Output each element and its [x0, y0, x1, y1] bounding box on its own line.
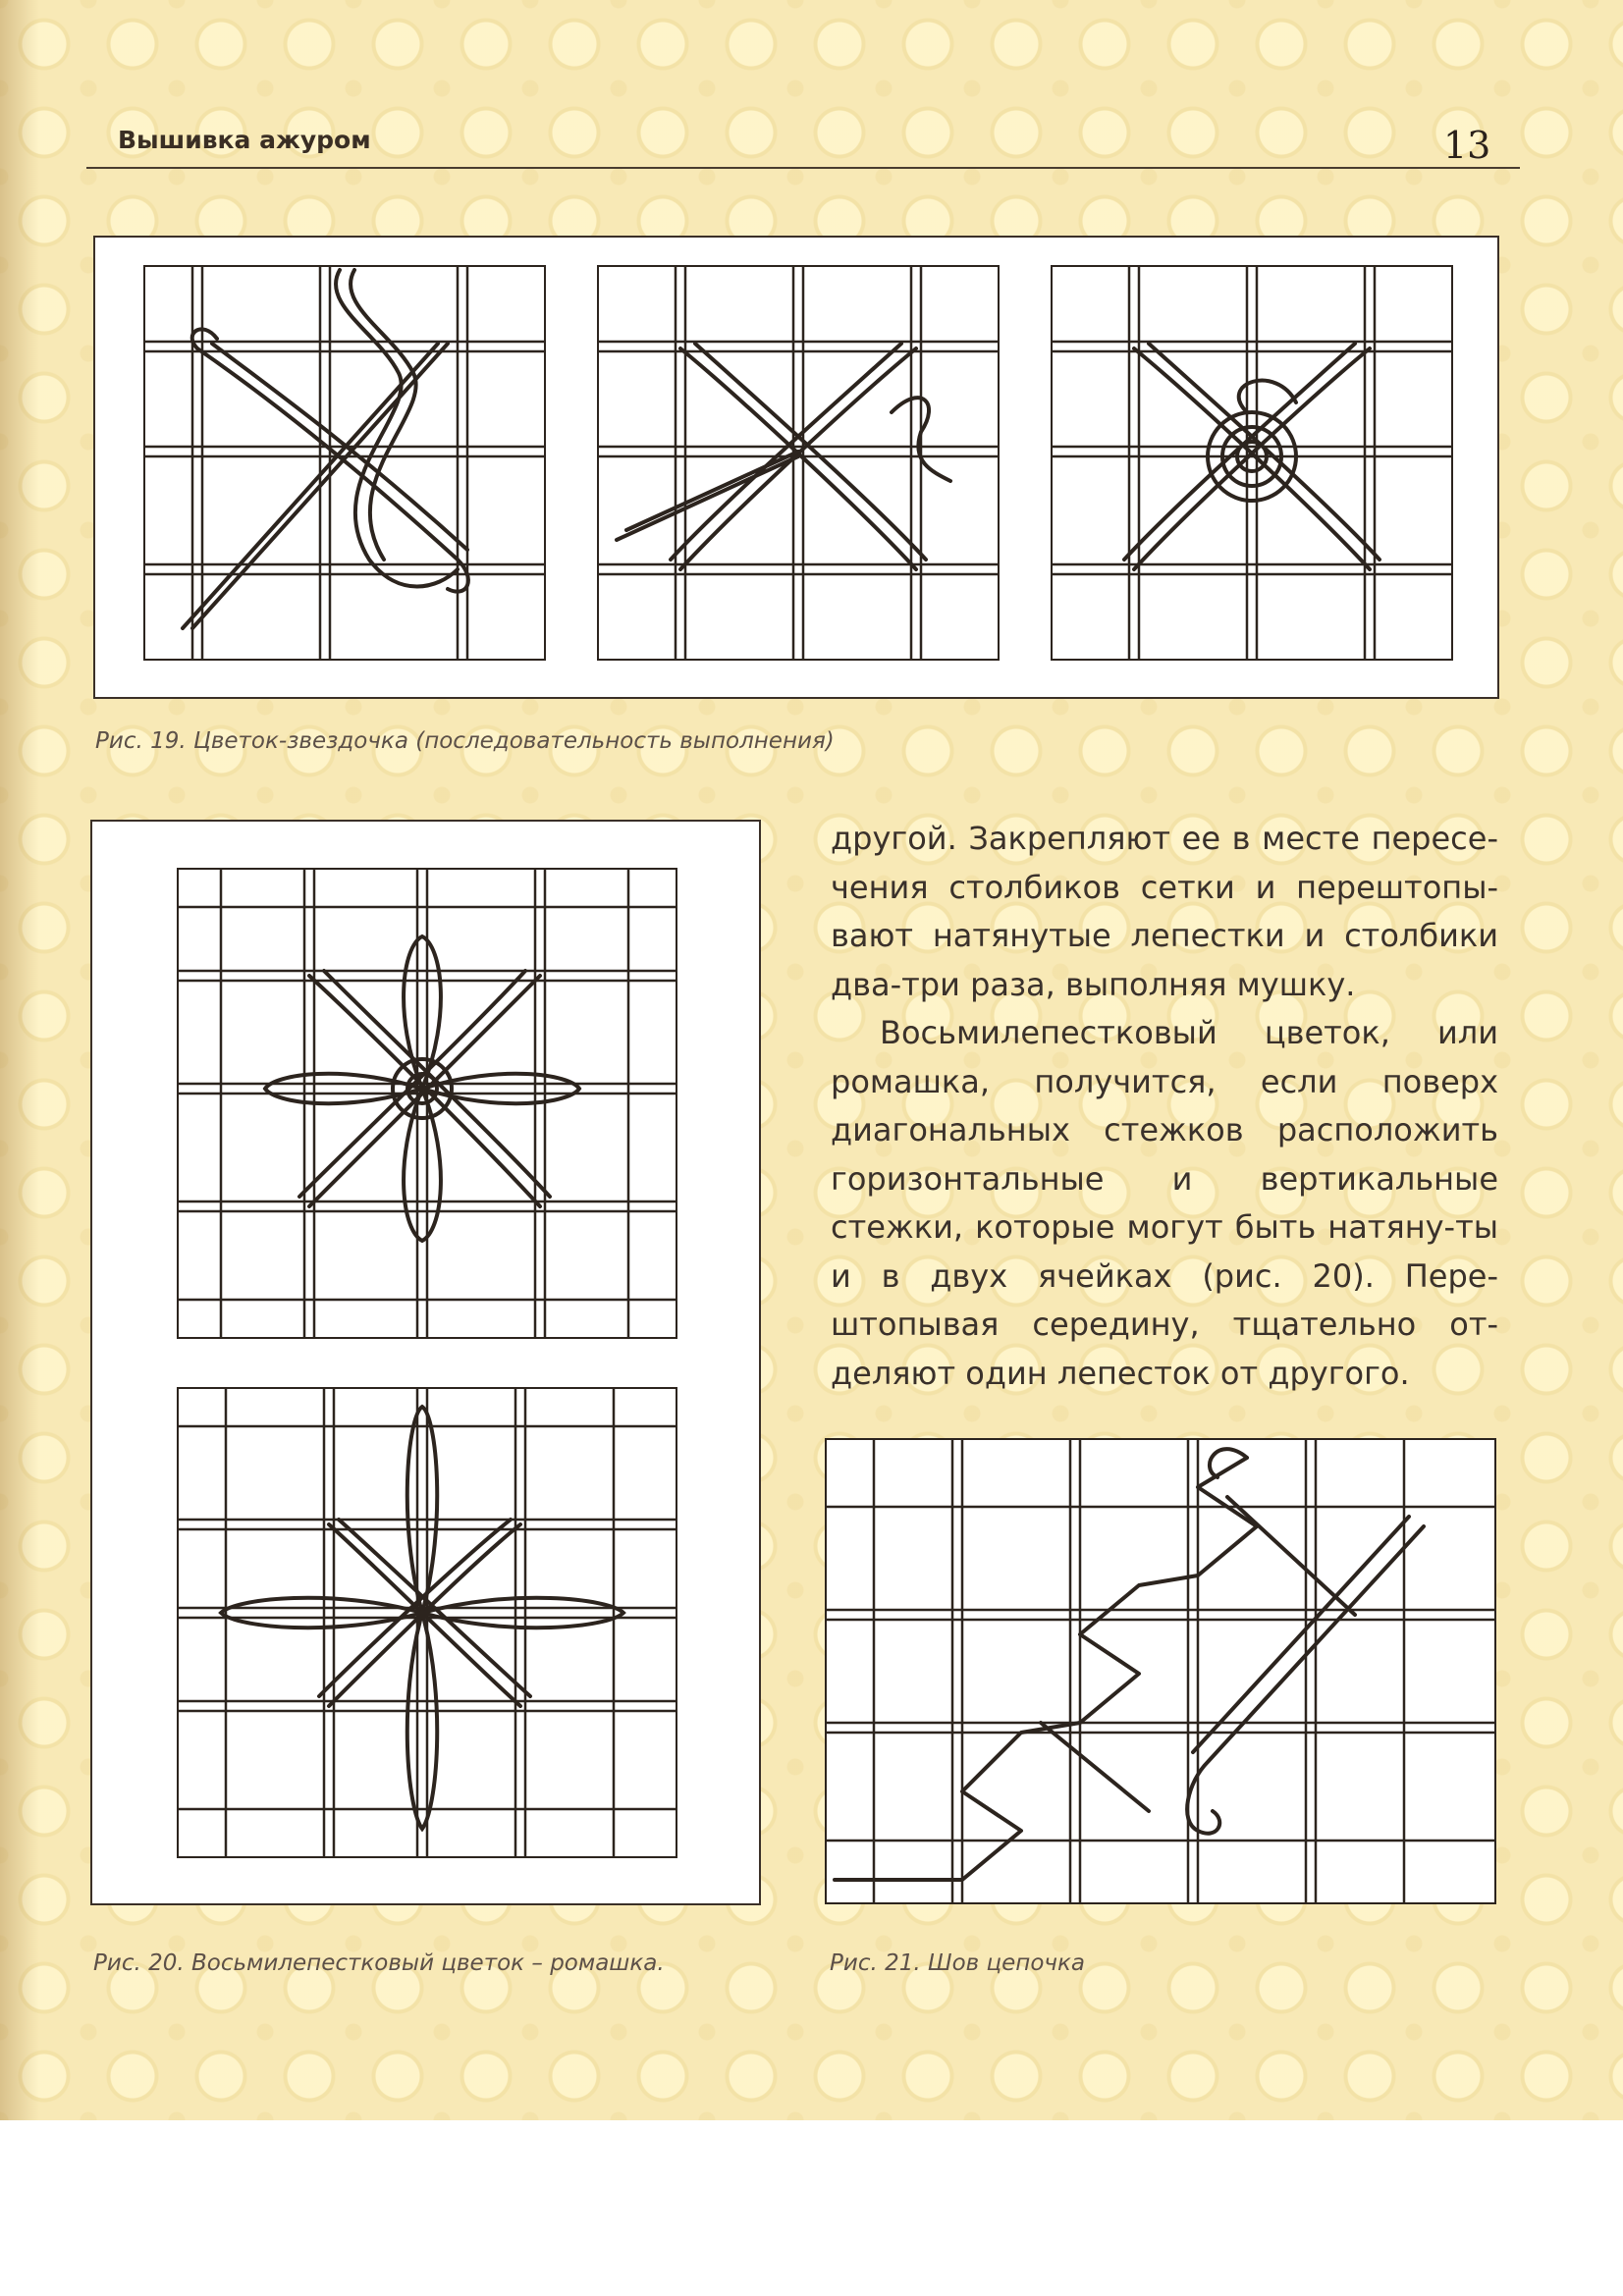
figure-20-bottom [177, 1387, 677, 1858]
figure-19-step1 [143, 265, 546, 661]
figure-21-caption: Рис. 21. Шов цепочка [830, 1950, 1085, 1976]
figure-19-caption: Рис. 19. Цветок-звездочка (последовательность выполнения) [95, 728, 835, 754]
figure-20-caption: Рис. 20. Восьмилепестковый цветок – ромашка. [93, 1950, 665, 1976]
body-text [831, 815, 1498, 1398]
figure-20-top [177, 868, 677, 1339]
paragraph-chamomile: Восьмилепестковый цветок, или ромашка, получится, если поверх диагональных стежков расположить горизонтальные и вертикальные стежки, которые могут быть натяну-ты и в двух ячейках (рис. 20). Пере-штопывая середину, тщательно от-деляют один лепесток от другого. [831, 1014, 1498, 1392]
figure-21-chain-stitch [825, 1438, 1496, 1904]
header-rule [86, 167, 1520, 169]
running-header-title: Вышивка ажуром [118, 126, 371, 154]
figure-19-step3 [1051, 265, 1453, 661]
figure-19-step2 [597, 265, 1000, 661]
page-number: 13 [1443, 124, 1491, 167]
paragraph-continuation: другой. Закрепляют ее в месте пересе-чения столбиков сетки и перештопы-вают натянутые лепестки и столбики два-три раза, выполняя мушку. [831, 820, 1498, 1003]
page-binding-shadow [0, 0, 39, 2120]
